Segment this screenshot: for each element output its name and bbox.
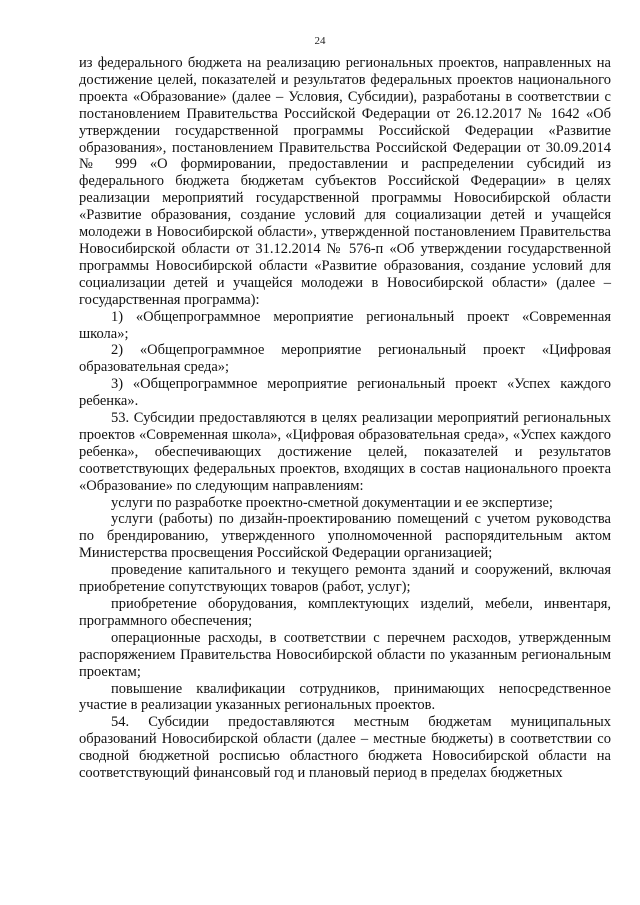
list-item: 1) «Общепрограммное мероприятие региональный проект «Современная школа»; <box>79 308 611 342</box>
paragraph-54: 54. Субсидии предоставляются местным бюджетам муниципальных образований Новосибирской области (далее – местные бюджеты) в соответствии со сводной бюджетной росписью областного бюджета Новосибирской области на соответствующий финансовый год и плановый период в пределах бюджетных <box>79 714 611 782</box>
list-item: операционные расходы, в соответствии с перечнем расходов, утвержденным распоряжением Правительства Новосибирской области по указанным региональным проектам; <box>79 629 611 680</box>
list-item: услуги по разработке проектно-сметной документации и ее экспертизе; <box>111 494 553 511</box>
list-item: услуги (работы) по дизайн-проектированию помещений с учетом руководства по брендированию, утвержденного уполномоченной распорядительным актом Министерства просвещения Российской Федерации организацией; <box>79 511 611 562</box>
paragraph-53: 53. Субсидии предоставляются в целях реализации мероприятий региональных проектов «Современная школа», «Цифровая образовательная среда», «Успех каждого ребенка», обеспечивающих достижение целей, показателей и результатов соответствующих федеральных проектов, входящих в состав национального проекта «Образование» по следующим направлениям: <box>79 410 611 494</box>
list-item: 3) «Общепрограммное мероприятие региональный проект «Успех каждого ребенка». <box>79 376 611 410</box>
page-number: 24 <box>314 35 326 47</box>
paragraph-intro: из федерального бюджета на реализацию региональных проектов, направленных на достижение целей, показателей и результатов федеральных проектов национального проекта «Образование» (далее – Условия, Субсидии), разработаны в соответствии с постановлением Правительства Российской Федерации от 26.12.2017 № 1642 «Об утверждении государственной программы Российской Федерации «Развитие образования», постановлением Правительства Российской Федерации от 30.09.2014 № 999 «О формировании, предоставлении и распределении субсидий из федерального бюджета бюджетам субъектов Российской Федерации» в целях реализации мероприятий государственной программы Новосибирской области «Развитие образования, создание условий для социализации детей и учащейся молодежи в Новосибирской области», утвержденной постановлением Правительства Новосибирской области от 31.12.2014 № 576-п «Об утверждении государственной программы Новосибирской области «Развитие образования, создание условий для социализации детей и учащейся молодежи в Новосибирской области» (далее – государственная программа): <box>79 55 611 308</box>
list-item: приобретение оборудования, комплектующих изделий, мебели, инвентаря, программного обеспечения; <box>79 596 611 629</box>
document-body <box>79 55 611 782</box>
list-item: повышение квалификации сотрудников, принимающих непосредственное участие в реализации указанных региональных проектов. <box>79 680 611 714</box>
list-item: проведение капитального и текущего ремонта зданий и сооружений, включая приобретение сопутствующих товаров (работ, услуг); <box>79 562 611 596</box>
list-item: 2) «Общепрограммное мероприятие региональный проект «Цифровая образовательная среда»; <box>79 342 611 376</box>
